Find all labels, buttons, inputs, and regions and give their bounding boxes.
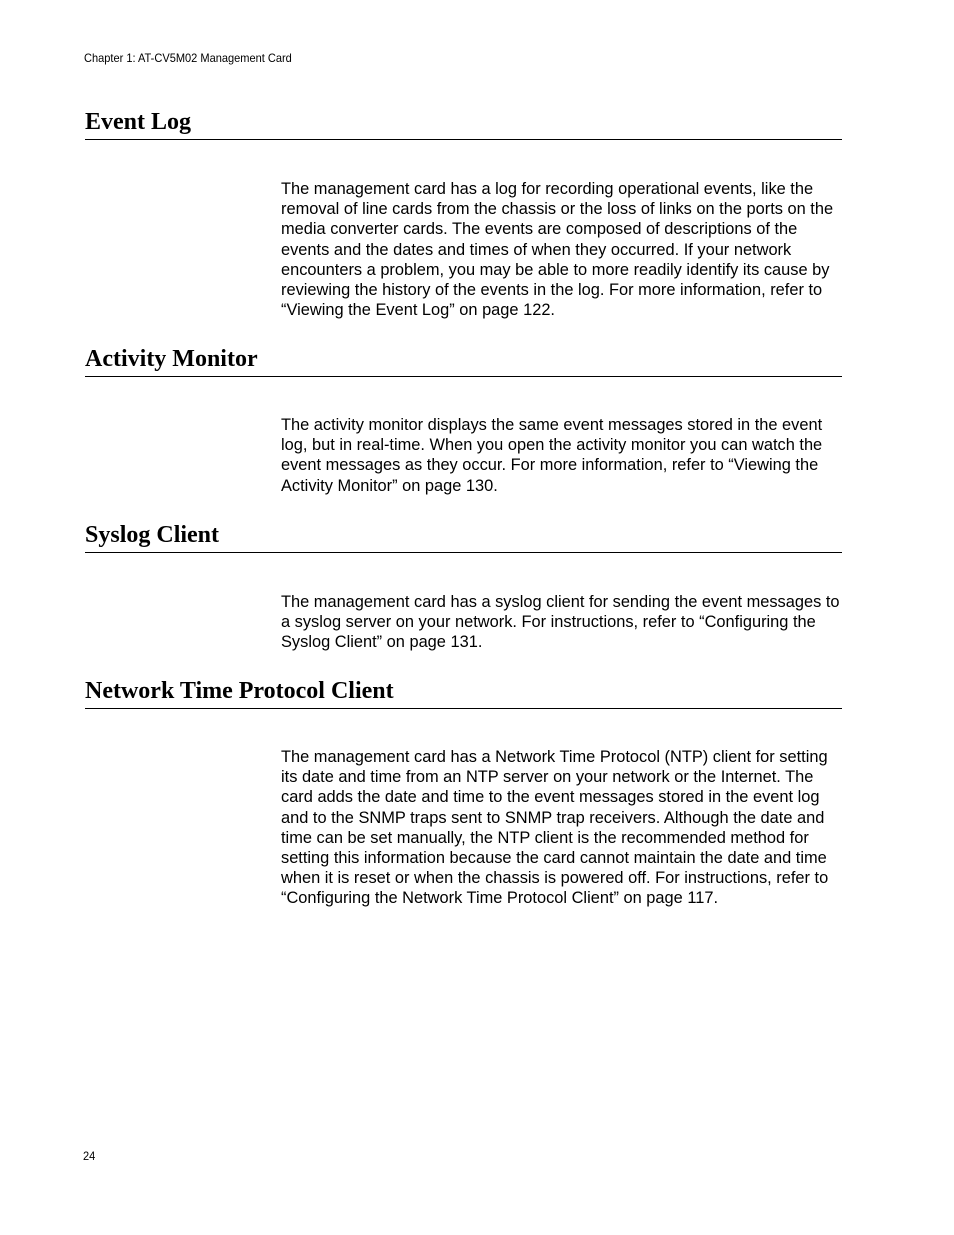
section-heading: Syslog Client bbox=[85, 521, 842, 553]
section-body: The management card has a syslog client for sending the event messages to a syslog server on your network. For instructions, refer to “Configuring the Syslog Client” on page 131. bbox=[281, 593, 840, 652]
section-body: The management card has a Network Time Protocol (NTP) client for setting its date and time from an NTP server on your network or the Internet. The card adds the date and time to the event messages stored in the event log and to the SNMP traps sent to SNMP trap receivers. Although the date and time can be set manually, the NTP client is the recommended method for setting this information because the card cannot maintain the date and time when it is reset or when the chassis is powered off. For instructions, refer to “Configuring the Network Time Protocol Client” on page 117. bbox=[281, 748, 829, 908]
section-heading: Network Time Protocol Client bbox=[85, 677, 842, 709]
running-header: Chapter 1: AT-CV5M02 Management Card bbox=[84, 51, 292, 65]
section-body: The management card has a log for recording operational events, like the removal of line cards from the chassis or the loss of links on the ports on the media converter cards. The events are composed of descriptions of the events and the dates and times of when they occurred. If your network encounters a problem, you may be able to more readily identify its cause by reviewing the history of the events in the log. For more information, refer to “Viewing the Event Log” on page 122. bbox=[281, 180, 834, 320]
section-body: The activity monitor displays the same event messages stored in the event log, but in real-time. When you open the activity monitor you can watch the event messages as they occur. For more information, refer to “Viewing the Activity Monitor” on page 130. bbox=[281, 416, 823, 495]
section-event-log bbox=[85, 108, 842, 320]
page-number: 24 bbox=[83, 1149, 96, 1163]
section-heading: Event Log bbox=[85, 108, 842, 140]
section-syslog-client bbox=[85, 521, 842, 652]
section-heading: Activity Monitor bbox=[85, 345, 842, 377]
section-activity-monitor bbox=[85, 345, 842, 495]
section-ntp-client bbox=[85, 677, 842, 908]
